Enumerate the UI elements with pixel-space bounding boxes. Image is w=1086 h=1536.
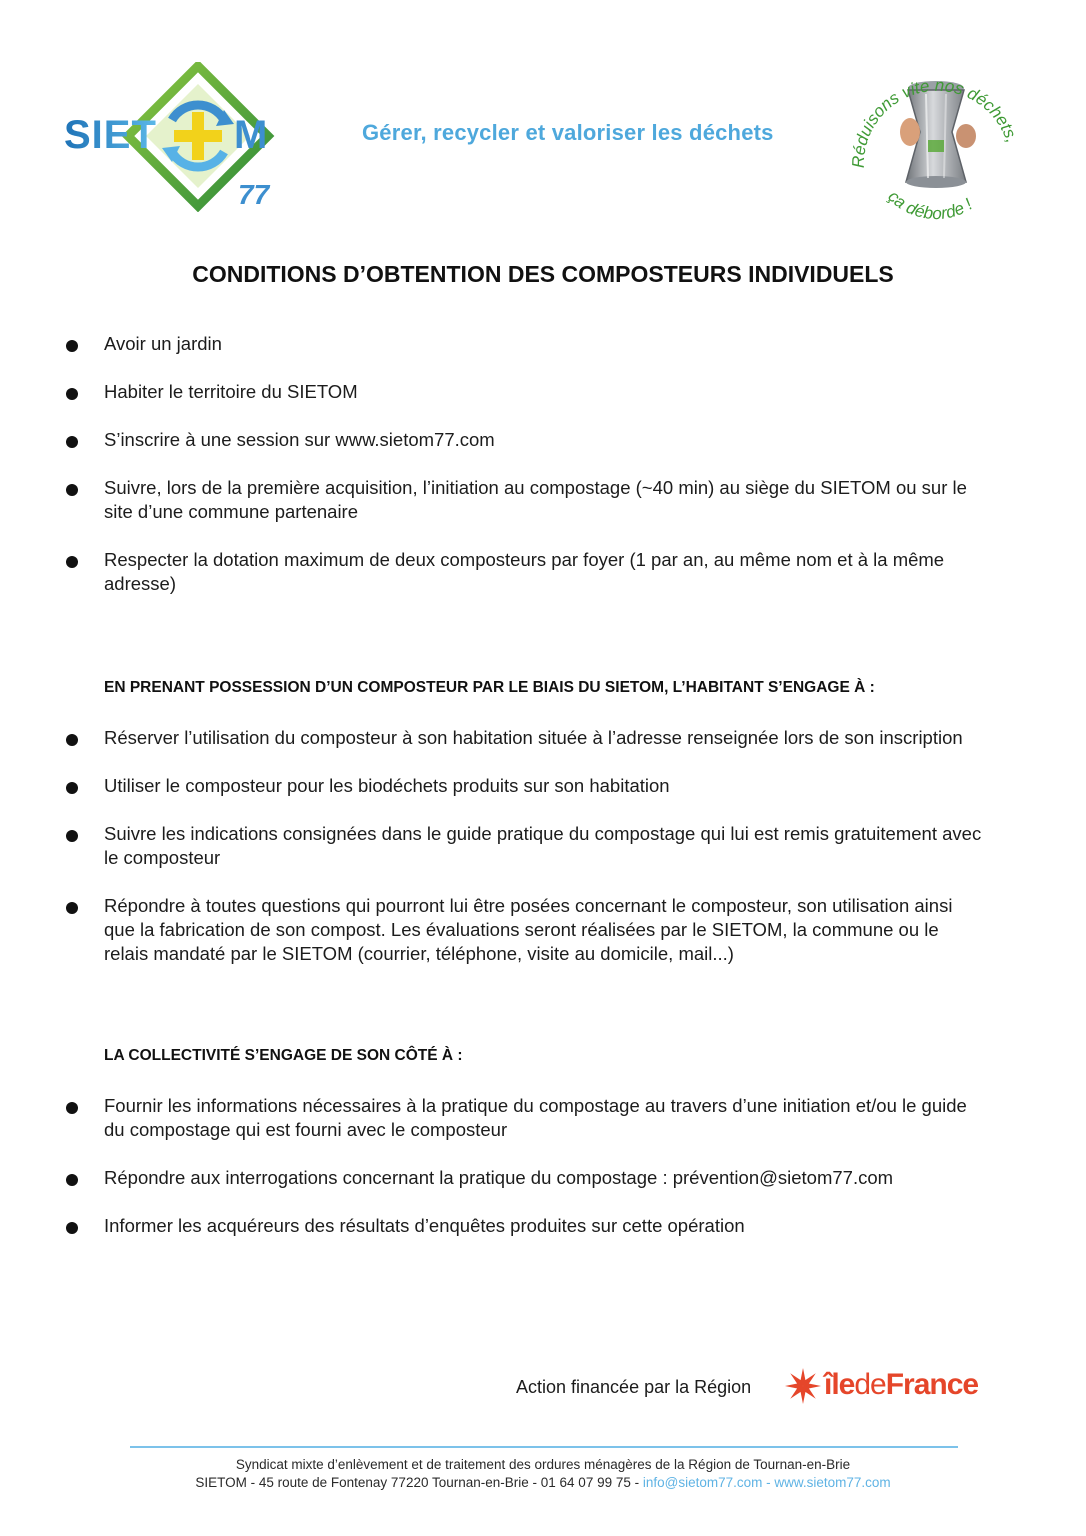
logo-text-right: M — [234, 113, 268, 157]
sietom-logo — [62, 62, 282, 212]
footer-separator: - — [762, 1475, 775, 1490]
list-item: Suivre, lors de la première acquisition, l’initiation au compostage (~40 min) au siège du SIETOM ou sur le site d’une commune partenaire — [0, 476, 1086, 524]
footer-address: SIETOM - 45 route de Fontenay 77220 Tournan-en-Brie - 01 64 07 99 75 - — [195, 1475, 643, 1490]
bullet-icon — [66, 734, 78, 746]
footer-website-link[interactable]: www.sietom77.com — [774, 1475, 891, 1490]
bullet-icon — [66, 1102, 78, 1114]
bullet-icon — [66, 1222, 78, 1234]
bullet-icon — [66, 556, 78, 568]
footer-line-1: Syndicat mixte d’enlèvement et de traitement des ordures ménagères de la Région de Tournan-en-Brie — [235, 1457, 851, 1472]
list-item: Respecter la dotation maximum de deux composteurs par foyer (1 par an, au même nom et à la même adresse) — [0, 548, 1086, 596]
star-icon — [784, 1366, 822, 1406]
footer-line-2 — [0, 1475, 1086, 1490]
footer-email-link[interactable]: info@sietom77.com — [642, 1475, 763, 1490]
bullet-icon — [66, 484, 78, 496]
bullet-icon — [66, 1174, 78, 1186]
list-item: Réserver l’utilisation du composteur à son habitation située à l’adresse renseignée lors de son inscription — [0, 726, 1086, 750]
badge-text-bottom: ça déborde ! — [884, 186, 976, 224]
list-item: Suivre les indications consignées dans le guide pratique du compostage qui lui est remis gratuitement avec le composteur — [0, 822, 1086, 870]
logo-text-left: SIET — [64, 113, 157, 157]
habitant-heading: EN PRENANT POSSESSION D’UN COMPOSTEUR PAR LE BIAIS DU SIETOM, L’HABITANT S’ENGAGE À : — [104, 679, 875, 696]
bullet-icon — [66, 436, 78, 448]
bullet-icon — [66, 902, 78, 914]
list-item: Utiliser le composteur pour les biodéchets produits sur son habitation — [0, 774, 1086, 798]
reduction-badge — [842, 50, 1028, 236]
list-item: Répondre à toutes questions qui pourront lui être posées concernant le composteur, son utilisation ainsi que la fabrication de son compost. Les évaluations seront réalisées par le SIETOM, la commune ou le relais mandaté par le SIETOM (courrier, téléphone, visite au domicile, mail...) — [0, 894, 1086, 966]
list-item: Avoir un jardin — [0, 332, 1086, 356]
collectivite-list — [0, 1094, 1086, 1262]
list-item: Fournir les informations nécessaires à la pratique du compostage au travers d’une initiation et/ou le guide du compostage qui est fourni avec le composteur — [0, 1094, 1086, 1142]
bullet-icon — [66, 340, 78, 352]
ile-de-france-logo — [784, 1366, 1014, 1406]
logo-number: 77 — [238, 179, 270, 210]
list-item: Habiter le territoire du SIETOM — [0, 380, 1086, 404]
list-item: Informer les acquéreurs des résultats d’enquêtes produites sur cette opération — [0, 1214, 1086, 1238]
bullet-icon — [66, 830, 78, 842]
conditions-list — [0, 332, 1086, 620]
bullet-icon — [66, 388, 78, 400]
list-item: Répondre aux interrogations concernant la pratique du compostage : prévention@sietom77.com — [0, 1166, 1086, 1190]
badge-text-top: Réduisons vite nos déchets, — [848, 75, 1022, 169]
habitant-list — [0, 726, 1086, 990]
funding-text: Action financée par la Région — [516, 1377, 752, 1397]
list-item: S’inscrire à une session sur www.sietom77.com — [0, 428, 1086, 452]
tagline: Gérer, recycler et valoriser les déchets — [362, 120, 774, 145]
bullet-icon — [66, 782, 78, 794]
footer-divider — [130, 1446, 958, 1448]
ile-de-france-wordmark: îledeFrance — [824, 1368, 979, 1401]
collectivite-heading: LA COLLECTIVITÉ S’ENGAGE DE SON CÔTÉ À : — [104, 1047, 463, 1064]
document-title: CONDITIONS D’OBTENTION DES COMPOSTEURS INDIVIDUELS — [192, 261, 894, 287]
